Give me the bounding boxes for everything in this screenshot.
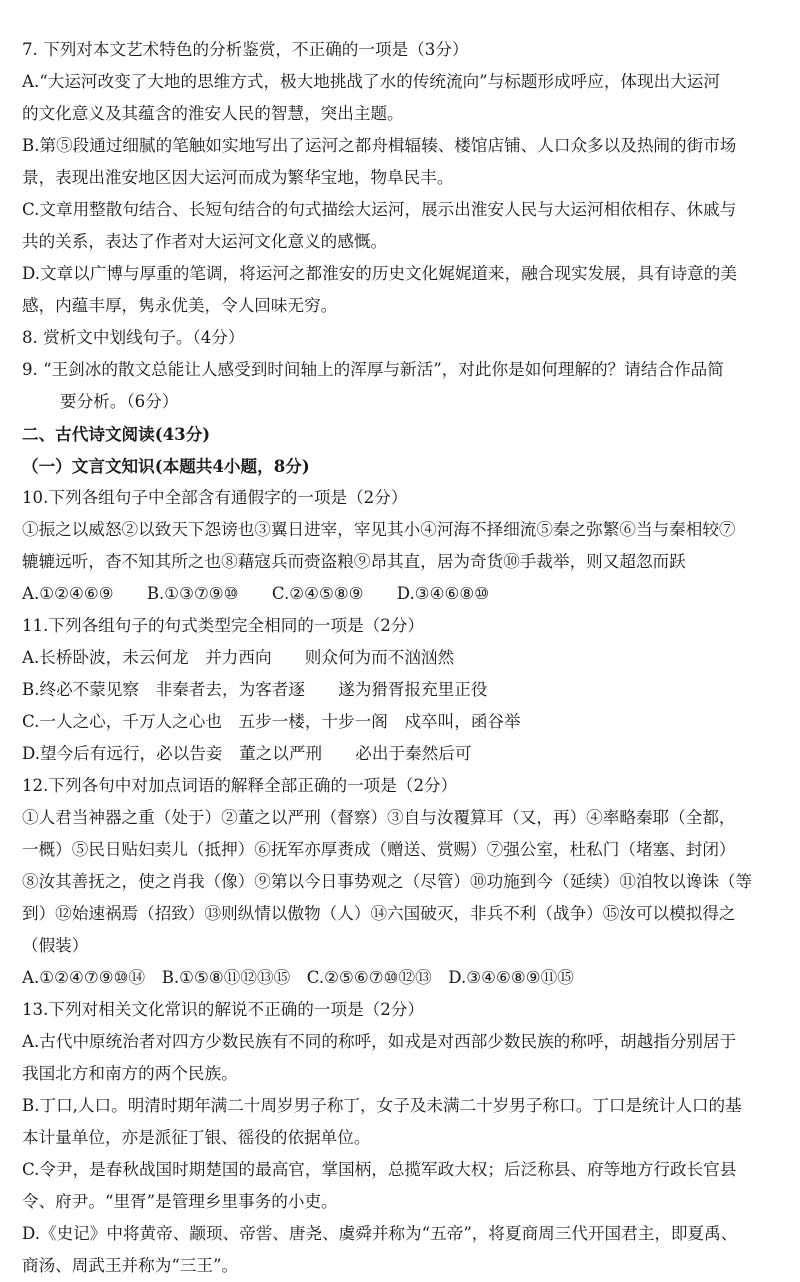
text-line: A.①②④⑥⑨ B.①③⑦⑨⑩ C.②④⑤⑧⑨ D.③④⑥⑧⑩ (22, 584, 490, 603)
text-line: 7. 下列对本文艺术特色的分析鉴赏，不正确的一项是（3分） (22, 40, 469, 59)
text-line: 令、府尹。“里胥”是管理乡里事务的小吏。 (22, 1192, 338, 1211)
text-line: 本计量单位，亦是派征丁银、徭役的依据单位。 (22, 1128, 371, 1147)
text-line: C.文章用整散句结合、长短句结合的句式描绘大运河，展示出淮安人民与大运河相依相存、休戚与 (22, 200, 737, 219)
text-line: 一概）⑤民日贴妇卖儿（抵押）⑥抚军亦厚赉成（赠送、赏赐）⑦强公室，杜私门（堵塞、封闭） (22, 840, 736, 859)
text-line: （假装） (22, 936, 89, 955)
text-line: ①人君当神器之重（处于）②董之以严刑（督察）③自与汝覆算耳（又，再）④率略秦耶（全都， (22, 808, 736, 827)
text-line: ⑧汝其善抚之，使之肖我（像）⑨第以今日事势观之（尽管）⑩功施到今（延续）⑪洎牧以谗诛（等 (22, 872, 753, 891)
text-line: 商汤、周武王并称为“三王”。 (22, 1256, 239, 1275)
text-line: D.望今后有远行，必以告妾 董之以严刑 必出于秦然后可 (22, 744, 472, 763)
text-line: D.文章以广博与厚重的笔调，将运河之都淮安的历史文化娓娓道来，融合现实发展，具有诗意的美 (22, 264, 737, 283)
text-line: 感，内蕴丰厚，隽永优美，令人回味无穷。 (22, 296, 338, 315)
text-line: 13.下列对相关文化常识的解说不正确的一项是（2分） (22, 1000, 425, 1019)
exam-text-body (22, 34, 784, 1282)
text-line: 景，表现出淮安地区因大运河而成为繁华宝地，物阜民丰。 (22, 168, 454, 187)
text-line: C.一人之心，千万人之心也 五步一楼，十步一阁 戍卒叫，函谷举 (22, 712, 521, 731)
text-line: 共的关系，表达了作者对大运河文化意义的感慨。 (22, 232, 388, 251)
section-heading-line: （一）文言文知识(本题共4小题，8分) (22, 456, 310, 476)
text-line: 的文化意义及其蕴含的淮安人民的智慧，突出主题。 (22, 104, 404, 123)
text-line: 10.下列各组句子中全部含有通假字的一项是（2分） (22, 488, 408, 507)
text-line: A.“大运河改变了大地的思维方式，极大地挑战了水的传统流向”与标题形成呼应，体现出大运河 (22, 72, 720, 91)
text-line: B.终必不蒙见察 非秦者去，为客者逐 遂为猾胥报充里正役 (22, 680, 488, 699)
text-line: B.丁口,人口。明清时期年满二十周岁男子称丁，女子及未满二十岁男子称口。丁口是统计人口的基 (22, 1096, 742, 1115)
text-line: 辘辘远听，杳不知其所之也⑧藉寇兵而赍盗粮⑨昂其直，居为奇货⑩手裁举，则又超忽而跃 (22, 552, 686, 571)
text-line: 12.下列各句中对加点词语的解释全部正确的一项是（2分） (22, 776, 458, 795)
text-line: A.①②④⑦⑨⑩⑭ B.①⑤⑧⑪⑫⑬⑮ C.②⑤⑥⑦⑩⑫⑬ D.③④⑥⑧⑨⑪⑮ (22, 968, 574, 987)
text-line: A.古代中原统治者对四方少数民族有不同的称呼，如戎是对西部少数民族的称呼，胡越指分别居于 (22, 1032, 737, 1051)
text-line: 9. “王剑冰的散文总能让人感受到时间轴上的浑厚与新活”，对此你是如何理解的？请结合作品简 (22, 360, 724, 379)
text-line: 11.下列各组句子的句式类型完全相同的一项是（2分） (22, 616, 425, 635)
text-line: 8. 赏析文中划线句子。（4分） (22, 328, 245, 347)
text-line: 我国北方和南方的两个民族。 (22, 1064, 238, 1083)
text-line: B.第⑤段通过细腻的笔触如实地写出了运河之都舟楫辐辏、楼馆店铺、人口众多以及热闹的街市场 (22, 136, 737, 155)
text-line: A.长桥卧波，未云何龙 并力西向 则众何为而不汹汹然 (22, 648, 455, 667)
text-line: 到）⑫始速祸焉（招致）⑬则纵情以傲物（人）⑭六国破灭，非兵不利（战争）⑮汝可以模拟得之 (22, 904, 736, 923)
text-line: D.《史记》中将黄帝、颛顼、帝喾、唐尧、虞舜并称为“五帝”，将夏商周三代开国君主，即夏禹、 (22, 1224, 738, 1243)
text-line: 要分析。（6分） (60, 392, 179, 411)
text-line: ①振之以威怒②以致天下怨谤也③翼日进宰，宰见其小④河海不择细流⑤秦之弥繁⑥当与秦相较⑦ (22, 520, 736, 539)
text-line: C.令尹，是春秋战国时期楚国的最高官，掌国柄，总揽军政大权；后泛称县、府等地方行政长官县 (22, 1160, 737, 1179)
section-heading-line: 二、古代诗文阅读(43分) (22, 424, 211, 444)
